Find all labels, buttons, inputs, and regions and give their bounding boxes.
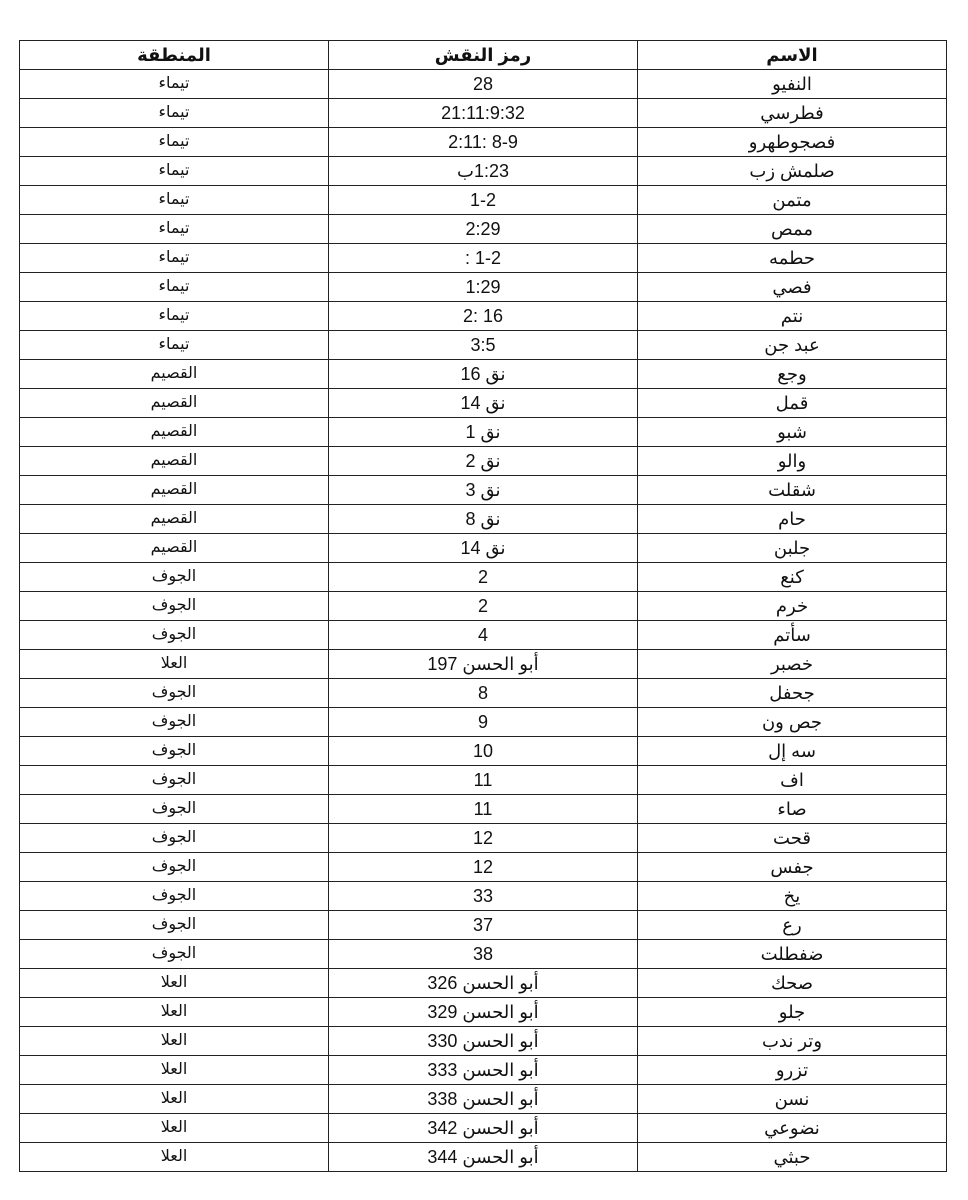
- table-row: [20, 534, 947, 563]
- table-row: [20, 244, 947, 273]
- cell-name: وتر ندب: [638, 1027, 947, 1056]
- cell-name: متمن: [638, 186, 947, 215]
- cell-name: اف: [638, 766, 947, 795]
- cell-name: حام: [638, 505, 947, 534]
- cell-name: جلو: [638, 998, 947, 1027]
- cell-code: أبو الحسن 344: [329, 1143, 638, 1172]
- table-row: [20, 563, 947, 592]
- cell-name: ضفطلت: [638, 940, 947, 969]
- cell-name: النفيو: [638, 70, 947, 99]
- cell-code: 2: 16: [329, 302, 638, 331]
- cell-name: صحك: [638, 969, 947, 998]
- cell-code: 10: [329, 737, 638, 766]
- table-row: [20, 331, 947, 360]
- cell-code: نق 16: [329, 360, 638, 389]
- cell-region: الجوف: [20, 824, 329, 853]
- cell-code: أبو الحسن 333: [329, 1056, 638, 1085]
- cell-code: نق 3: [329, 476, 638, 505]
- cell-region: القصيم: [20, 505, 329, 534]
- cell-region: الجوف: [20, 940, 329, 969]
- table-row: [20, 853, 947, 882]
- cell-code: أبو الحسن 197: [329, 650, 638, 679]
- cell-region: الجوف: [20, 563, 329, 592]
- table-row: [20, 1027, 947, 1056]
- cell-code: 2: [329, 592, 638, 621]
- cell-name: فصي: [638, 273, 947, 302]
- table-row: [20, 1143, 947, 1172]
- table-row: [20, 708, 947, 737]
- cell-code: نق 2: [329, 447, 638, 476]
- cell-code: أبو الحسن 326: [329, 969, 638, 998]
- table-row: [20, 128, 947, 157]
- table-row: [20, 998, 947, 1027]
- cell-region: تيماء: [20, 70, 329, 99]
- cell-region: العلا: [20, 1056, 329, 1085]
- cell-code: 3:5: [329, 331, 638, 360]
- table-row: [20, 360, 947, 389]
- cell-region: القصيم: [20, 476, 329, 505]
- cell-region: العلا: [20, 998, 329, 1027]
- table-row: [20, 766, 947, 795]
- cell-code: 12: [329, 824, 638, 853]
- cell-name: قحت: [638, 824, 947, 853]
- cell-name: سأتم: [638, 621, 947, 650]
- table-row: [20, 940, 947, 969]
- table-header-row: [20, 41, 947, 70]
- cell-code: 2:29: [329, 215, 638, 244]
- cell-region: الجوف: [20, 911, 329, 940]
- cell-region: الجوف: [20, 737, 329, 766]
- cell-region: العلا: [20, 650, 329, 679]
- table-row: [20, 70, 947, 99]
- table-row: [20, 1085, 947, 1114]
- cell-name: والو: [638, 447, 947, 476]
- cell-region: القصيم: [20, 447, 329, 476]
- cell-code: 2:11: 8-9: [329, 128, 638, 157]
- cell-region: الجوف: [20, 882, 329, 911]
- cell-code: 11: [329, 795, 638, 824]
- cell-region: تيماء: [20, 186, 329, 215]
- cell-region: العلا: [20, 1027, 329, 1056]
- cell-region: تيماء: [20, 128, 329, 157]
- cell-region: تيماء: [20, 157, 329, 186]
- table-row: [20, 1056, 947, 1085]
- cell-name: خصبر: [638, 650, 947, 679]
- cell-region: العلا: [20, 1114, 329, 1143]
- cell-region: القصيم: [20, 534, 329, 563]
- cell-region: تيماء: [20, 99, 329, 128]
- cell-region: تيماء: [20, 215, 329, 244]
- table-row: [20, 795, 947, 824]
- table-row: [20, 882, 947, 911]
- table-row: [20, 157, 947, 186]
- cell-code: 21:11:9:32: [329, 99, 638, 128]
- table-row: [20, 99, 947, 128]
- cell-region: العلا: [20, 1085, 329, 1114]
- cell-region: الجوف: [20, 795, 329, 824]
- table-row: [20, 737, 947, 766]
- cell-region: تيماء: [20, 244, 329, 273]
- table-row: [20, 215, 947, 244]
- cell-name: جص ون: [638, 708, 947, 737]
- cell-name: جلبن: [638, 534, 947, 563]
- table-row: [20, 476, 947, 505]
- cell-code: : 1-2: [329, 244, 638, 273]
- cell-name: كنع: [638, 563, 947, 592]
- cell-name: تزرو: [638, 1056, 947, 1085]
- cell-name: سه إل: [638, 737, 947, 766]
- cell-code: 12: [329, 853, 638, 882]
- header-name: الاسم: [638, 41, 947, 70]
- cell-name: جفس: [638, 853, 947, 882]
- cell-name: خرم: [638, 592, 947, 621]
- cell-name: شقلت: [638, 476, 947, 505]
- table-row: [20, 273, 947, 302]
- cell-code: أبو الحسن 342: [329, 1114, 638, 1143]
- cell-name: نضوعي: [638, 1114, 947, 1143]
- cell-code: أبو الحسن 338: [329, 1085, 638, 1114]
- cell-name: نتم: [638, 302, 947, 331]
- cell-region: الجوف: [20, 766, 329, 795]
- table-row: [20, 592, 947, 621]
- table-row: [20, 969, 947, 998]
- table-row: [20, 302, 947, 331]
- cell-code: 37: [329, 911, 638, 940]
- cell-name: فصجوطهرو: [638, 128, 947, 157]
- table-body: [20, 70, 947, 1172]
- cell-code: 33: [329, 882, 638, 911]
- inscriptions-table: [19, 40, 947, 1172]
- cell-region: الجوف: [20, 708, 329, 737]
- cell-name: حطمه: [638, 244, 947, 273]
- table-row: [20, 418, 947, 447]
- cell-code: 28: [329, 70, 638, 99]
- table-row: [20, 650, 947, 679]
- cell-code: 4: [329, 621, 638, 650]
- cell-name: جحفل: [638, 679, 947, 708]
- cell-region: القصيم: [20, 360, 329, 389]
- cell-name: حبثي: [638, 1143, 947, 1172]
- cell-name: قمل: [638, 389, 947, 418]
- table-row: [20, 1114, 947, 1143]
- table-row: [20, 505, 947, 534]
- cell-name: شبو: [638, 418, 947, 447]
- cell-code: 9: [329, 708, 638, 737]
- cell-code: 1:29: [329, 273, 638, 302]
- cell-name: عبد جن: [638, 331, 947, 360]
- cell-code: نق 14: [329, 534, 638, 563]
- cell-region: القصيم: [20, 418, 329, 447]
- cell-name: ممص: [638, 215, 947, 244]
- table-row: [20, 911, 947, 940]
- cell-code: نق 8: [329, 505, 638, 534]
- cell-name: يخ: [638, 882, 947, 911]
- table-row: [20, 824, 947, 853]
- cell-code: 38: [329, 940, 638, 969]
- cell-name: رع: [638, 911, 947, 940]
- cell-region: تيماء: [20, 273, 329, 302]
- cell-region: تيماء: [20, 331, 329, 360]
- cell-code: نق 1: [329, 418, 638, 447]
- header-region: المنطقة: [20, 41, 329, 70]
- cell-region: العلا: [20, 1143, 329, 1172]
- cell-region: الجوف: [20, 853, 329, 882]
- table-row: [20, 186, 947, 215]
- table-row: [20, 621, 947, 650]
- cell-name: صلمش زب: [638, 157, 947, 186]
- cell-code: 2: [329, 563, 638, 592]
- table-row: [20, 389, 947, 418]
- cell-region: تيماء: [20, 302, 329, 331]
- cell-region: الجوف: [20, 679, 329, 708]
- table-row: [20, 679, 947, 708]
- cell-name: وجع: [638, 360, 947, 389]
- cell-code: أبو الحسن 329: [329, 998, 638, 1027]
- cell-region: القصيم: [20, 389, 329, 418]
- cell-code: نق 14: [329, 389, 638, 418]
- cell-region: العلا: [20, 969, 329, 998]
- cell-region: الجوف: [20, 621, 329, 650]
- cell-code: 11: [329, 766, 638, 795]
- header-code: رمز النقش: [329, 41, 638, 70]
- cell-code: 1-2: [329, 186, 638, 215]
- cell-code: 8: [329, 679, 638, 708]
- cell-name: صاء: [638, 795, 947, 824]
- cell-name: فطرسي: [638, 99, 947, 128]
- cell-region: الجوف: [20, 592, 329, 621]
- cell-code: 1:23ب: [329, 157, 638, 186]
- cell-code: أبو الحسن 330: [329, 1027, 638, 1056]
- cell-name: نسن: [638, 1085, 947, 1114]
- table-row: [20, 447, 947, 476]
